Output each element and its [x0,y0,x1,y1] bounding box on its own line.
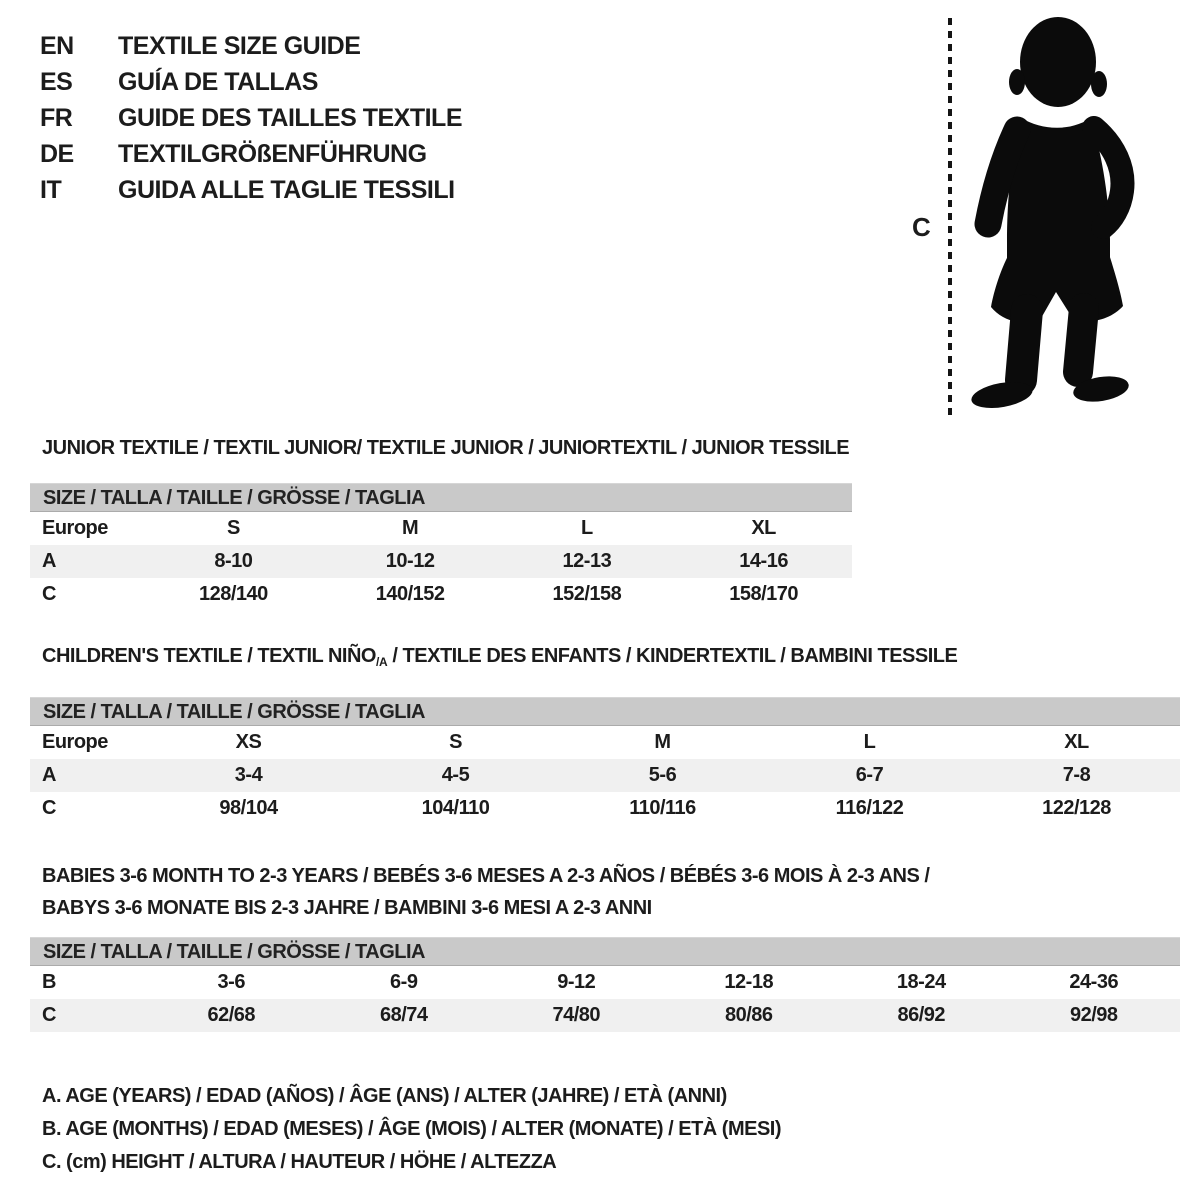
heading-subscript: /A [375,655,388,669]
size-header-bar: SIZE / TALLA / TAILLE / GRÖSSE / TAGLIA [30,483,852,512]
value-cell: 8-10 [214,550,253,572]
height-dashed-line [948,18,952,418]
section-heading-junior [42,437,852,459]
language-row-it [40,172,462,208]
value-cell: M [654,731,671,753]
language-code: EN [40,32,74,60]
section-junior [30,437,852,611]
heading-text-line1: BABIES 3-6 MONTH TO 2-3 YEARS / BEBÉS 3-6 MESES A 2-3 AÑOS / BÉBÉS 3-6 MOIS À 2-3 ANS / [42,865,930,887]
value-cell: XL [1064,731,1089,753]
row-label-cell: A [42,764,56,786]
value-cell: 140/152 [375,583,445,605]
row-label-cell: C [42,1004,56,1026]
table-row-age [30,759,1180,792]
language-code: DE [40,140,74,168]
table-row-height [30,999,1180,1032]
table-row-europe [30,512,852,545]
value-cell: 6-7 [855,764,884,786]
row-label-cell: C [42,797,56,819]
legend-line-c: C. (cm) HEIGHT / ALTURA / HAUTEUR / HÖHE / ALTEZZA [42,1151,557,1173]
value-cell: 5-6 [648,764,677,786]
value-cell: 116/122 [835,797,904,819]
language-title: GUIDE DES TAILLES TEXTILE [118,104,463,132]
value-cell: 122/128 [1042,797,1111,819]
language-row-es [40,64,462,100]
value-cell: 68/74 [379,1004,428,1026]
size-header-bar: SIZE / TALLA / TAILLE / GRÖSSE / TAGLIA [30,697,1180,726]
value-cell: 74/80 [552,1004,601,1026]
value-cell: 158/170 [729,583,799,605]
language-row-fr [40,100,462,136]
row-label-cell: Europe [42,517,108,539]
table-row-height [30,792,1180,825]
value-cell: XL [751,517,776,539]
heading-text-line2: BABYS 3-6 MONATE BIS 2-3 JAHRE / BAMBINI 3-6 MESI A 2-3 ANNI [42,897,652,919]
value-cell: 12-13 [562,550,612,572]
section-babies [30,860,1180,1032]
value-cell: 80/86 [724,1004,773,1026]
language-code: IT [40,176,62,204]
size-table-babies [30,966,1180,1032]
value-cell: 7-8 [1062,764,1091,786]
row-label-cell: C [42,583,56,605]
height-label-c: C [912,212,931,242]
value-cell: XS [235,731,262,753]
value-cell: 86/92 [897,1004,946,1026]
value-cell: M [402,517,419,539]
language-title: GUÍA DE TALLAS [118,68,318,96]
value-cell: S [449,731,462,753]
size-table-junior [30,512,852,611]
section-heading-babies [42,860,1180,924]
row-label-cell: A [42,550,56,572]
section-children [30,645,1180,825]
language-code: ES [40,68,73,96]
size-guide-content [30,430,1180,1179]
baby-silhouette-illustration [963,14,1139,418]
value-cell: 128/140 [198,583,268,605]
table-row-months [30,966,1180,999]
value-cell: 92/98 [1069,1004,1118,1026]
language-code: FR [40,104,73,132]
size-header-bar: SIZE / TALLA / TAILLE / GRÖSSE / TAGLIA [30,937,1180,966]
value-cell: 152/158 [552,583,622,605]
heading-text: / TEXTILE DES ENFANTS / KINDERTEXTIL / BAMBINI TESSILE [387,645,958,667]
value-cell: S [226,517,240,539]
row-label-cell: B [42,971,56,993]
language-title-list [40,28,462,208]
language-title: TEXTILGRÖßENFÜHRUNG [118,140,427,168]
value-cell: 9-12 [557,971,596,993]
value-cell: L [581,517,593,539]
value-cell: L [863,731,876,753]
value-cell: 14-16 [739,550,788,572]
language-title: GUIDA ALLE TAGLIE TESSILI [118,176,455,204]
value-cell: 62/68 [207,1004,256,1026]
value-cell: 3-6 [217,971,245,993]
heading-text: CHILDREN'S TEXTILE / TEXTIL NIÑO [42,645,376,667]
language-row-en [40,28,462,64]
value-cell: 4-5 [441,764,470,786]
language-row-de [40,136,462,172]
value-cell: 10-12 [385,550,435,572]
value-cell: 3-4 [234,764,263,786]
size-table-children [30,726,1180,825]
table-row-age [30,545,852,578]
language-title: TEXTILE SIZE GUIDE [118,32,361,60]
value-cell: 18-24 [896,971,946,993]
value-cell: 24-36 [1069,971,1119,993]
value-cell: 98/104 [219,797,278,819]
value-cell: 104/110 [421,797,490,819]
value-cell: 110/116 [629,797,696,819]
legend-line-a: A. AGE (YEARS) / EDAD (AÑOS) / ÂGE (ANS) / ALTER (JAHRE) / ETÀ (ANNI) [42,1085,727,1107]
table-row-height [30,578,852,611]
section-heading-children [42,645,1180,673]
legend [42,1080,1180,1179]
legend-line-b: B. AGE (MONTHS) / EDAD (MESES) / ÂGE (MOIS) / ALTER (MONATE) / ETÀ (MESI) [42,1118,782,1140]
value-cell: 6-9 [390,971,418,993]
heading-text: JUNIOR TEXTILE / TEXTIL JUNIOR/ TEXTILE JUNIOR / JUNIORTEXTIL / JUNIOR TESSILE [42,437,850,459]
value-cell: 12-18 [724,971,774,993]
row-label-cell: Europe [42,731,108,753]
table-row-europe [30,726,1180,759]
